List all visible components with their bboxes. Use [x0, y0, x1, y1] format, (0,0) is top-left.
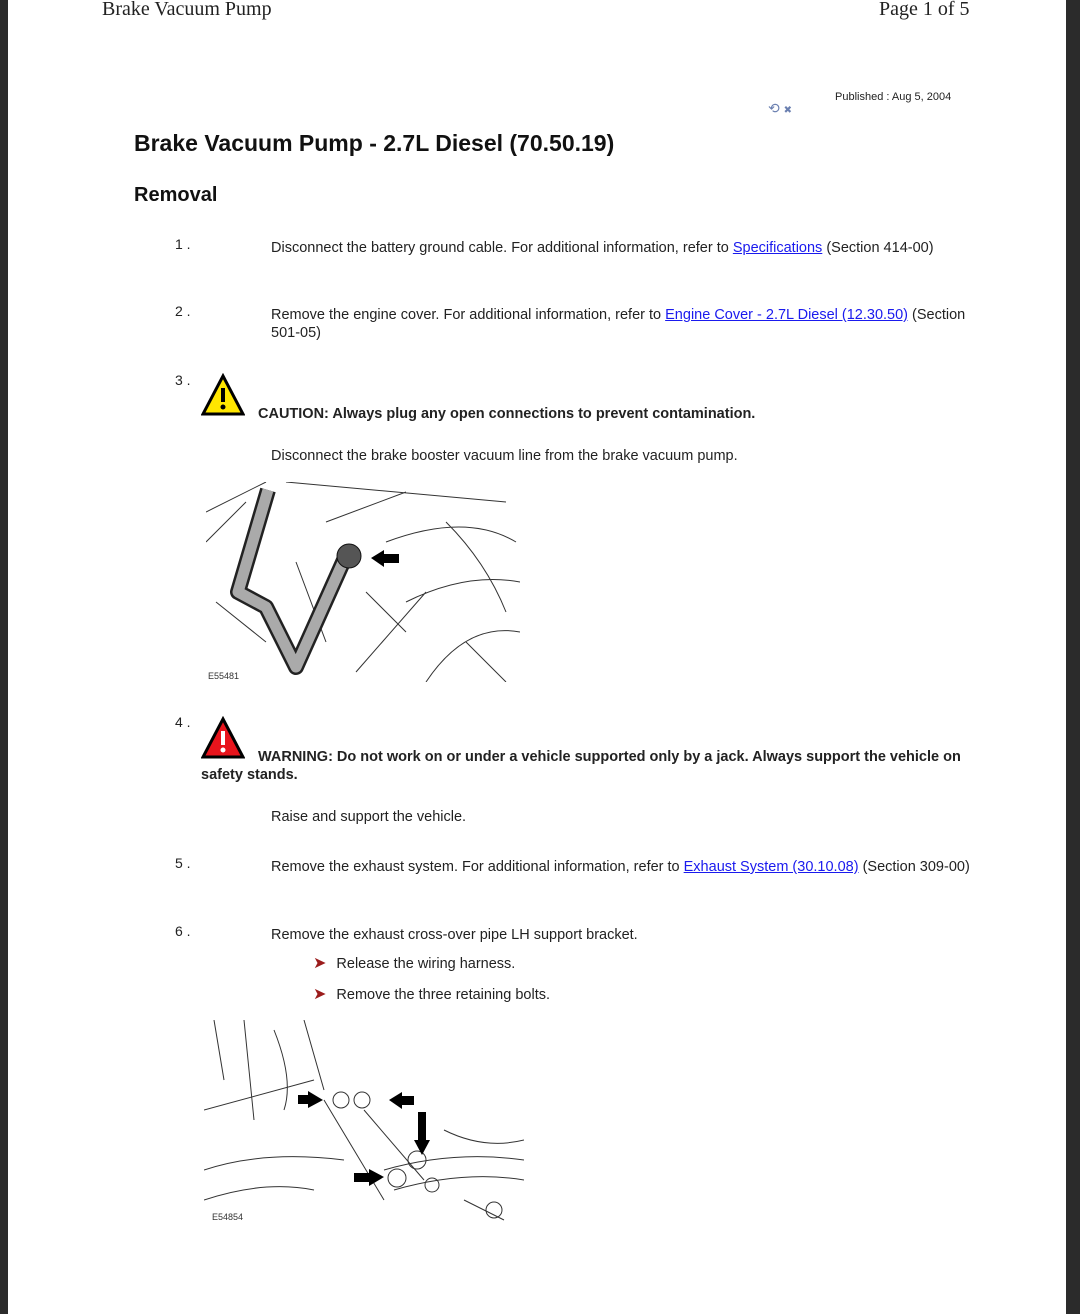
arrow-bullet-icon: ➤	[313, 986, 327, 1003]
step-text: Disconnect the battery ground cable. For additional information, refer to Specifications (Section 414-00)	[271, 240, 934, 256]
step-text: Remove the exhaust system. For additional information, refer to Exhaust System (30.10.08) (Section 309-00)	[271, 859, 970, 875]
sub-step: ➤ Remove the three retaining bolts.	[313, 986, 550, 1003]
section-heading: Removal	[134, 184, 218, 206]
figure-label: E54854	[212, 1212, 244, 1222]
step-number: 3 .	[175, 372, 191, 388]
arrow-bullet-icon: ➤	[313, 955, 327, 972]
bracket-figure	[204, 1020, 524, 1225]
step-text: Remove the exhaust cross-over pipe LH support bracket.	[271, 927, 638, 943]
warning-text: WARNING: Do not work on or under a vehicle supported only by a jack. Always support the vehicle on safety stands.	[201, 749, 961, 783]
step-number: 6 .	[175, 923, 191, 939]
specifications-link[interactable]: Specifications	[732, 240, 823, 256]
sub-step: ➤ Release the wiring harness.	[313, 955, 516, 972]
step-number: 4 .	[175, 714, 191, 730]
document-page	[8, 0, 1066, 1314]
published-date: Published : Aug 5, 2004	[835, 91, 952, 103]
vacuum-line-figure	[206, 482, 520, 682]
step-number: 5 .	[175, 855, 191, 871]
step-number: 2 .	[175, 303, 191, 319]
step-text: Raise and support the vehicle.	[271, 809, 467, 825]
figure-label: E55481	[208, 671, 240, 681]
page-title: Brake Vacuum Pump - 2.7L Diesel (70.50.19)	[134, 130, 615, 156]
caution-text: CAUTION: Always plug any open connections to prevent contamination.	[258, 406, 756, 422]
exhaust-system-link[interactable]: Exhaust System (30.10.08)	[683, 859, 859, 875]
step-text: Remove the engine cover. For additional information, refer to Engine Cover - 2.7L Diesel (12.30.50) (Section 501-05)	[271, 307, 966, 341]
engine-cover-link[interactable]: Engine Cover - 2.7L Diesel (12.30.50)	[665, 307, 909, 323]
page-number: Page 1 of 5	[879, 0, 970, 20]
header-title: Brake Vacuum Pump	[102, 0, 272, 20]
print-icon[interactable]: ⟲ ✖	[768, 100, 793, 116]
step-text: Disconnect the brake booster vacuum line from the brake vacuum pump.	[271, 448, 738, 464]
caution-icon	[201, 373, 245, 417]
step-number: 1 .	[175, 236, 191, 252]
